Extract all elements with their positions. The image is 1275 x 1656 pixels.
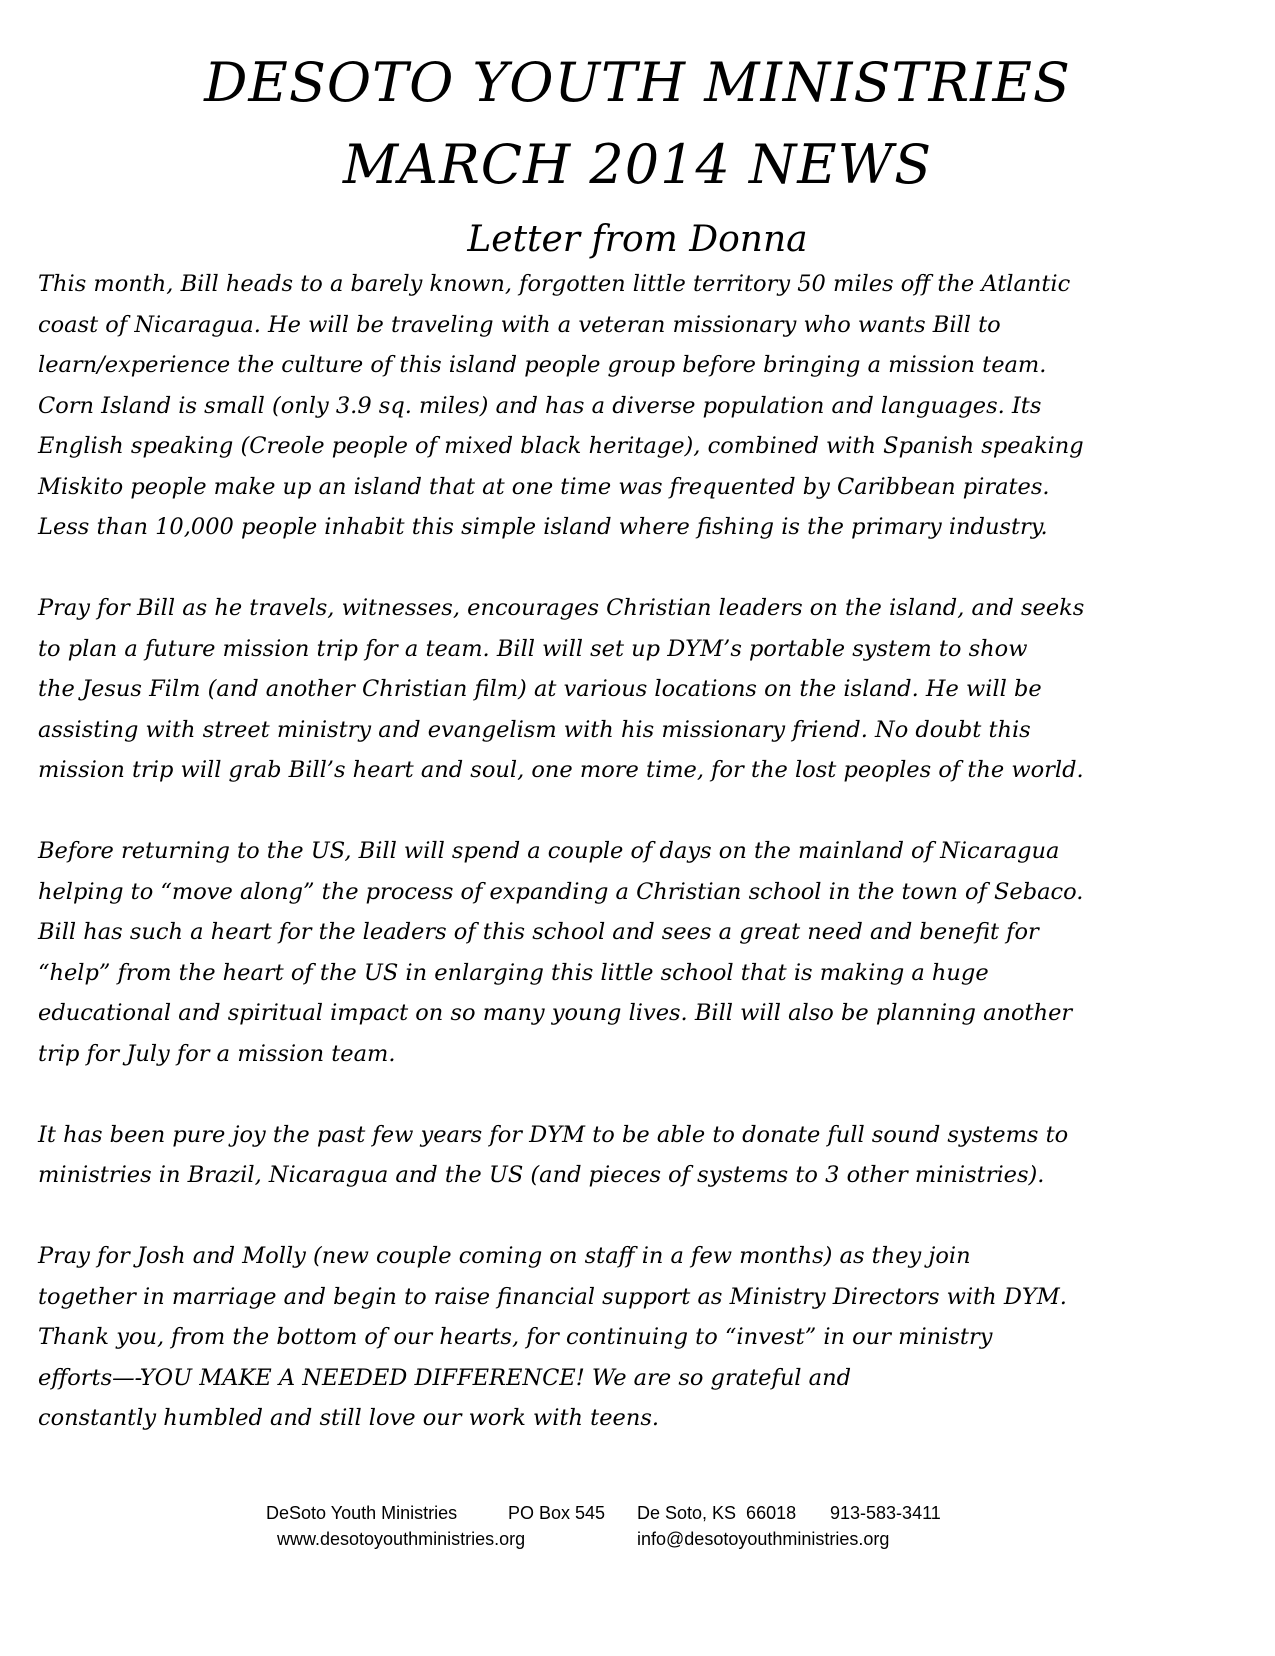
paragraph-spacer bbox=[38, 1074, 1248, 1115]
paragraph-spacer bbox=[38, 791, 1248, 832]
letter-line: together in marriage and begin to raise financial support as Ministry Directors with DYM. bbox=[38, 1283, 1067, 1310]
letter-line: Bill has such a heart for the leaders of this school and sees a great need and benefit for bbox=[38, 919, 1039, 945]
letter-line: ministries in Brazil, Nicaragua and the US (and pieces of systems to 3 other ministries). bbox=[38, 1162, 1045, 1188]
footer-org-name: DeSoto Youth Ministries bbox=[266, 1503, 458, 1523]
letter-line: Corn Island is small (only 3.9 sq. miles) and has a diverse population and languages. Its bbox=[38, 392, 1042, 419]
letter-line: “help” from the heart of the US in enlarging this little school that is making a huge bbox=[38, 959, 989, 986]
paragraph-spacer bbox=[38, 548, 1248, 589]
letter-line: trip for July for a mission team. bbox=[38, 1040, 396, 1067]
footer-city: De Soto, KS 66018 bbox=[637, 1503, 797, 1523]
letter-line: Pray for Bill as he travels, witnesses, encourages Christian leaders on the island, and seeks bbox=[38, 595, 1085, 621]
letter-line: educational and spiritual impact on so many young lives. Bill will also be planning another bbox=[38, 1000, 1073, 1026]
letter-line: Miskito people make up an island that at one time was frequented by Caribbean pirates. bbox=[38, 473, 1050, 500]
letter-line: efforts—-YOU MAKE A NEEDED DIFFERENCE! We are so grateful and bbox=[38, 1364, 851, 1391]
letter-line: helping to “move along” the process of expanding a Christian school in the town of Sebaco. bbox=[38, 878, 1084, 905]
letter-line: Less than 10,000 people inhabit this simple island where fishing is the primary industry. bbox=[38, 514, 1048, 540]
newsletter-title-line2: MARCH 2014 NEWS bbox=[342, 133, 933, 196]
letter-line: Thank you, from the bottom of our hearts, for continuing to “invest” in our ministry bbox=[38, 1324, 993, 1350]
letter-line: constantly humbled and still love our work with teens. bbox=[38, 1405, 660, 1431]
footer-email-link[interactable]: info@desotoyouthministries.org bbox=[637, 1529, 890, 1549]
newsletter-title-line1: DESOTO YOUTH MINISTRIES bbox=[204, 51, 1071, 114]
letter-line: learn/experience the culture of this island people group before bringing a mission team. bbox=[38, 352, 1047, 378]
letter-line: Pray for Josh and Molly (new couple coming on staff in a few months) as they join bbox=[38, 1243, 971, 1269]
letter-body bbox=[38, 264, 1248, 1439]
letter-line: It has been pure joy the past few years for DYM to be able to donate full sound systems to bbox=[38, 1121, 1069, 1148]
footer-web-line bbox=[0, 1526, 1275, 1630]
paragraph-spacer bbox=[38, 1196, 1248, 1237]
footer-website-link[interactable]: www.desotoyouthministries.org bbox=[277, 1529, 526, 1549]
letter-line: assisting with street ministry and evangelism with his missionary friend. No doubt this bbox=[38, 716, 1031, 743]
letter-line: English speaking (Creole people of mixed black heritage), combined with Spanish speaking bbox=[38, 433, 1084, 459]
footer-po-box: PO Box 545 bbox=[508, 1503, 606, 1523]
letter-line: coast of Nicaragua. He will be traveling with a veteran missionary who wants Bill to bbox=[38, 311, 1001, 338]
letter-line: Before returning to the US, Bill will spend a couple of days on the mainland of Nicaragua bbox=[38, 838, 1060, 864]
letter-line: mission trip will grab Bill’s heart and soul, one more time, for the lost peoples of the world. bbox=[38, 757, 1084, 783]
letter-line: This month, Bill heads to a barely known, forgotten little territory 50 miles off the Atlantic bbox=[38, 271, 1071, 297]
letter-heading: Letter from Donna bbox=[467, 219, 808, 260]
footer-phone: 913-583-3411 bbox=[830, 1503, 941, 1523]
letter-line: the Jesus Film (and another Christian film) at various locations on the island. He will be bbox=[38, 676, 1042, 702]
letter-line: to plan a future mission trip for a team. Bill will set up DYM’s portable system to show bbox=[38, 635, 1028, 662]
